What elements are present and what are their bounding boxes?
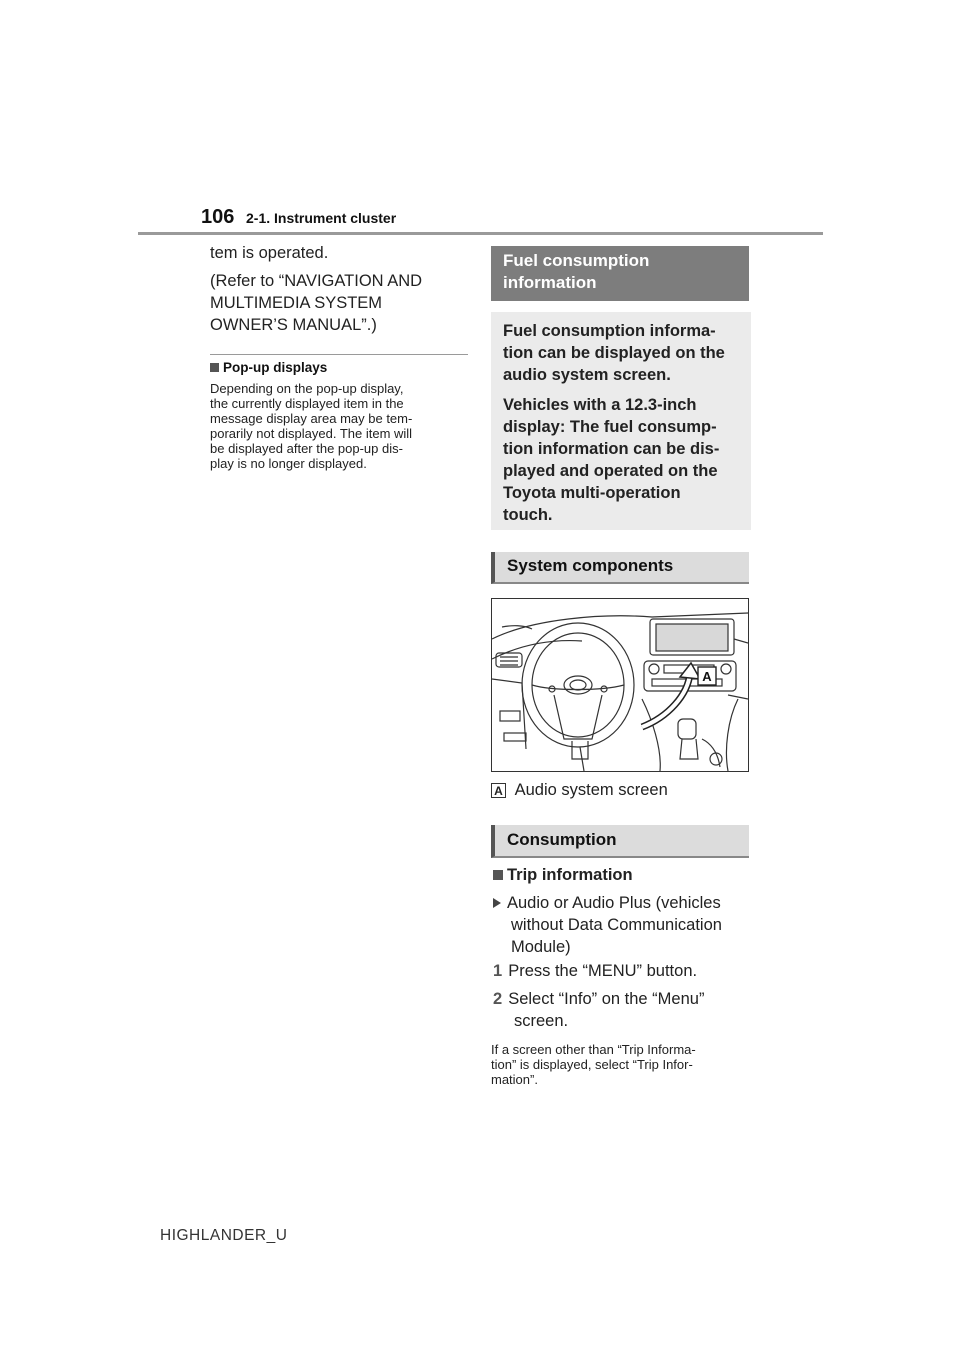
refer-line: (Refer to “NAVIGATION AND [210,272,423,290]
subsection-divider [210,354,468,355]
dashboard-illustration [491,598,749,772]
trip-note [491,1042,753,1087]
intro-line: audio system screen. [503,366,671,384]
bullet-line: Audio or Audio Plus (vehicles [507,894,721,912]
popup-line: porarily not displayed. The item will [210,426,413,441]
popup-heading [210,360,327,375]
triangle-bullet-icon [493,898,501,908]
section-title: 2-1. Instrument cluster [246,210,397,226]
intro-line: tion can be displayed on the [503,344,725,362]
popup-description [210,381,475,471]
step-number: 1 [493,962,503,980]
refer-text [210,270,475,336]
callout-letter: A [702,669,712,684]
square-bullet-icon [210,363,219,372]
popup-line: play is no longer displayed. [210,456,367,471]
square-bullet-icon [493,870,503,880]
popup-heading-label: Pop-up displays [223,360,328,375]
intro-line: Fuel consumption informa- [503,322,716,340]
dashboard-drawing [492,599,748,771]
step-2 [493,988,704,1032]
callout-caption: Audio system screen [514,781,668,799]
note-line: mation”. [491,1072,538,1087]
popup-line: be displayed after the pop-up dis- [210,441,403,456]
vehicles-line: Toyota multi-operation [503,484,681,502]
bullet-line: Module) [511,938,571,956]
step-text: screen. [514,1012,569,1030]
trip-information-heading [493,864,633,886]
system-components-heading: System components [491,552,749,584]
step-text: Press the “MENU” button. [508,962,698,980]
step-1 [493,960,697,982]
model-footer: HIGHLANDER_U [160,1227,288,1244]
note-line: tion” is displayed, select “Trip Infor- [491,1057,693,1072]
continued-text: tem is operated. [210,244,329,262]
popup-line: message display area may be tem- [210,411,413,426]
consumption-heading: Consumption [491,825,749,858]
vehicles-line: played and operated on the [503,462,718,480]
vehicles-line: touch. [503,506,553,524]
step-text: Select “Info” on the “Menu” [508,990,705,1008]
heading-line: Fuel consumption [503,251,650,270]
popup-line: the currently displayed item in the [210,396,404,411]
intro-box [491,312,751,530]
note-line: If a screen other than “Trip Informa- [491,1042,696,1057]
refer-line: OWNER’S MANUAL”.) [210,316,377,334]
callout-caption-row [491,779,668,801]
vehicles-line: tion information can be dis- [503,440,720,458]
bullet-item [493,892,722,958]
heading-line: information [503,273,597,292]
popup-line: Depending on the pop-up display, [210,381,404,396]
page-number: 106 [201,206,235,228]
trip-heading-label: Trip information [507,866,633,884]
fuel-consumption-heading [491,246,749,301]
bullet-line: without Data Communication [511,916,722,934]
vehicles-line: display: The fuel consump- [503,418,717,436]
header-divider [138,232,823,235]
refer-line: MULTIMEDIA SYSTEM [210,294,383,312]
vehicles-line: Vehicles with a 12.3-inch [503,396,697,414]
step-number: 2 [493,990,503,1008]
callout-letter-box: A [491,783,506,798]
